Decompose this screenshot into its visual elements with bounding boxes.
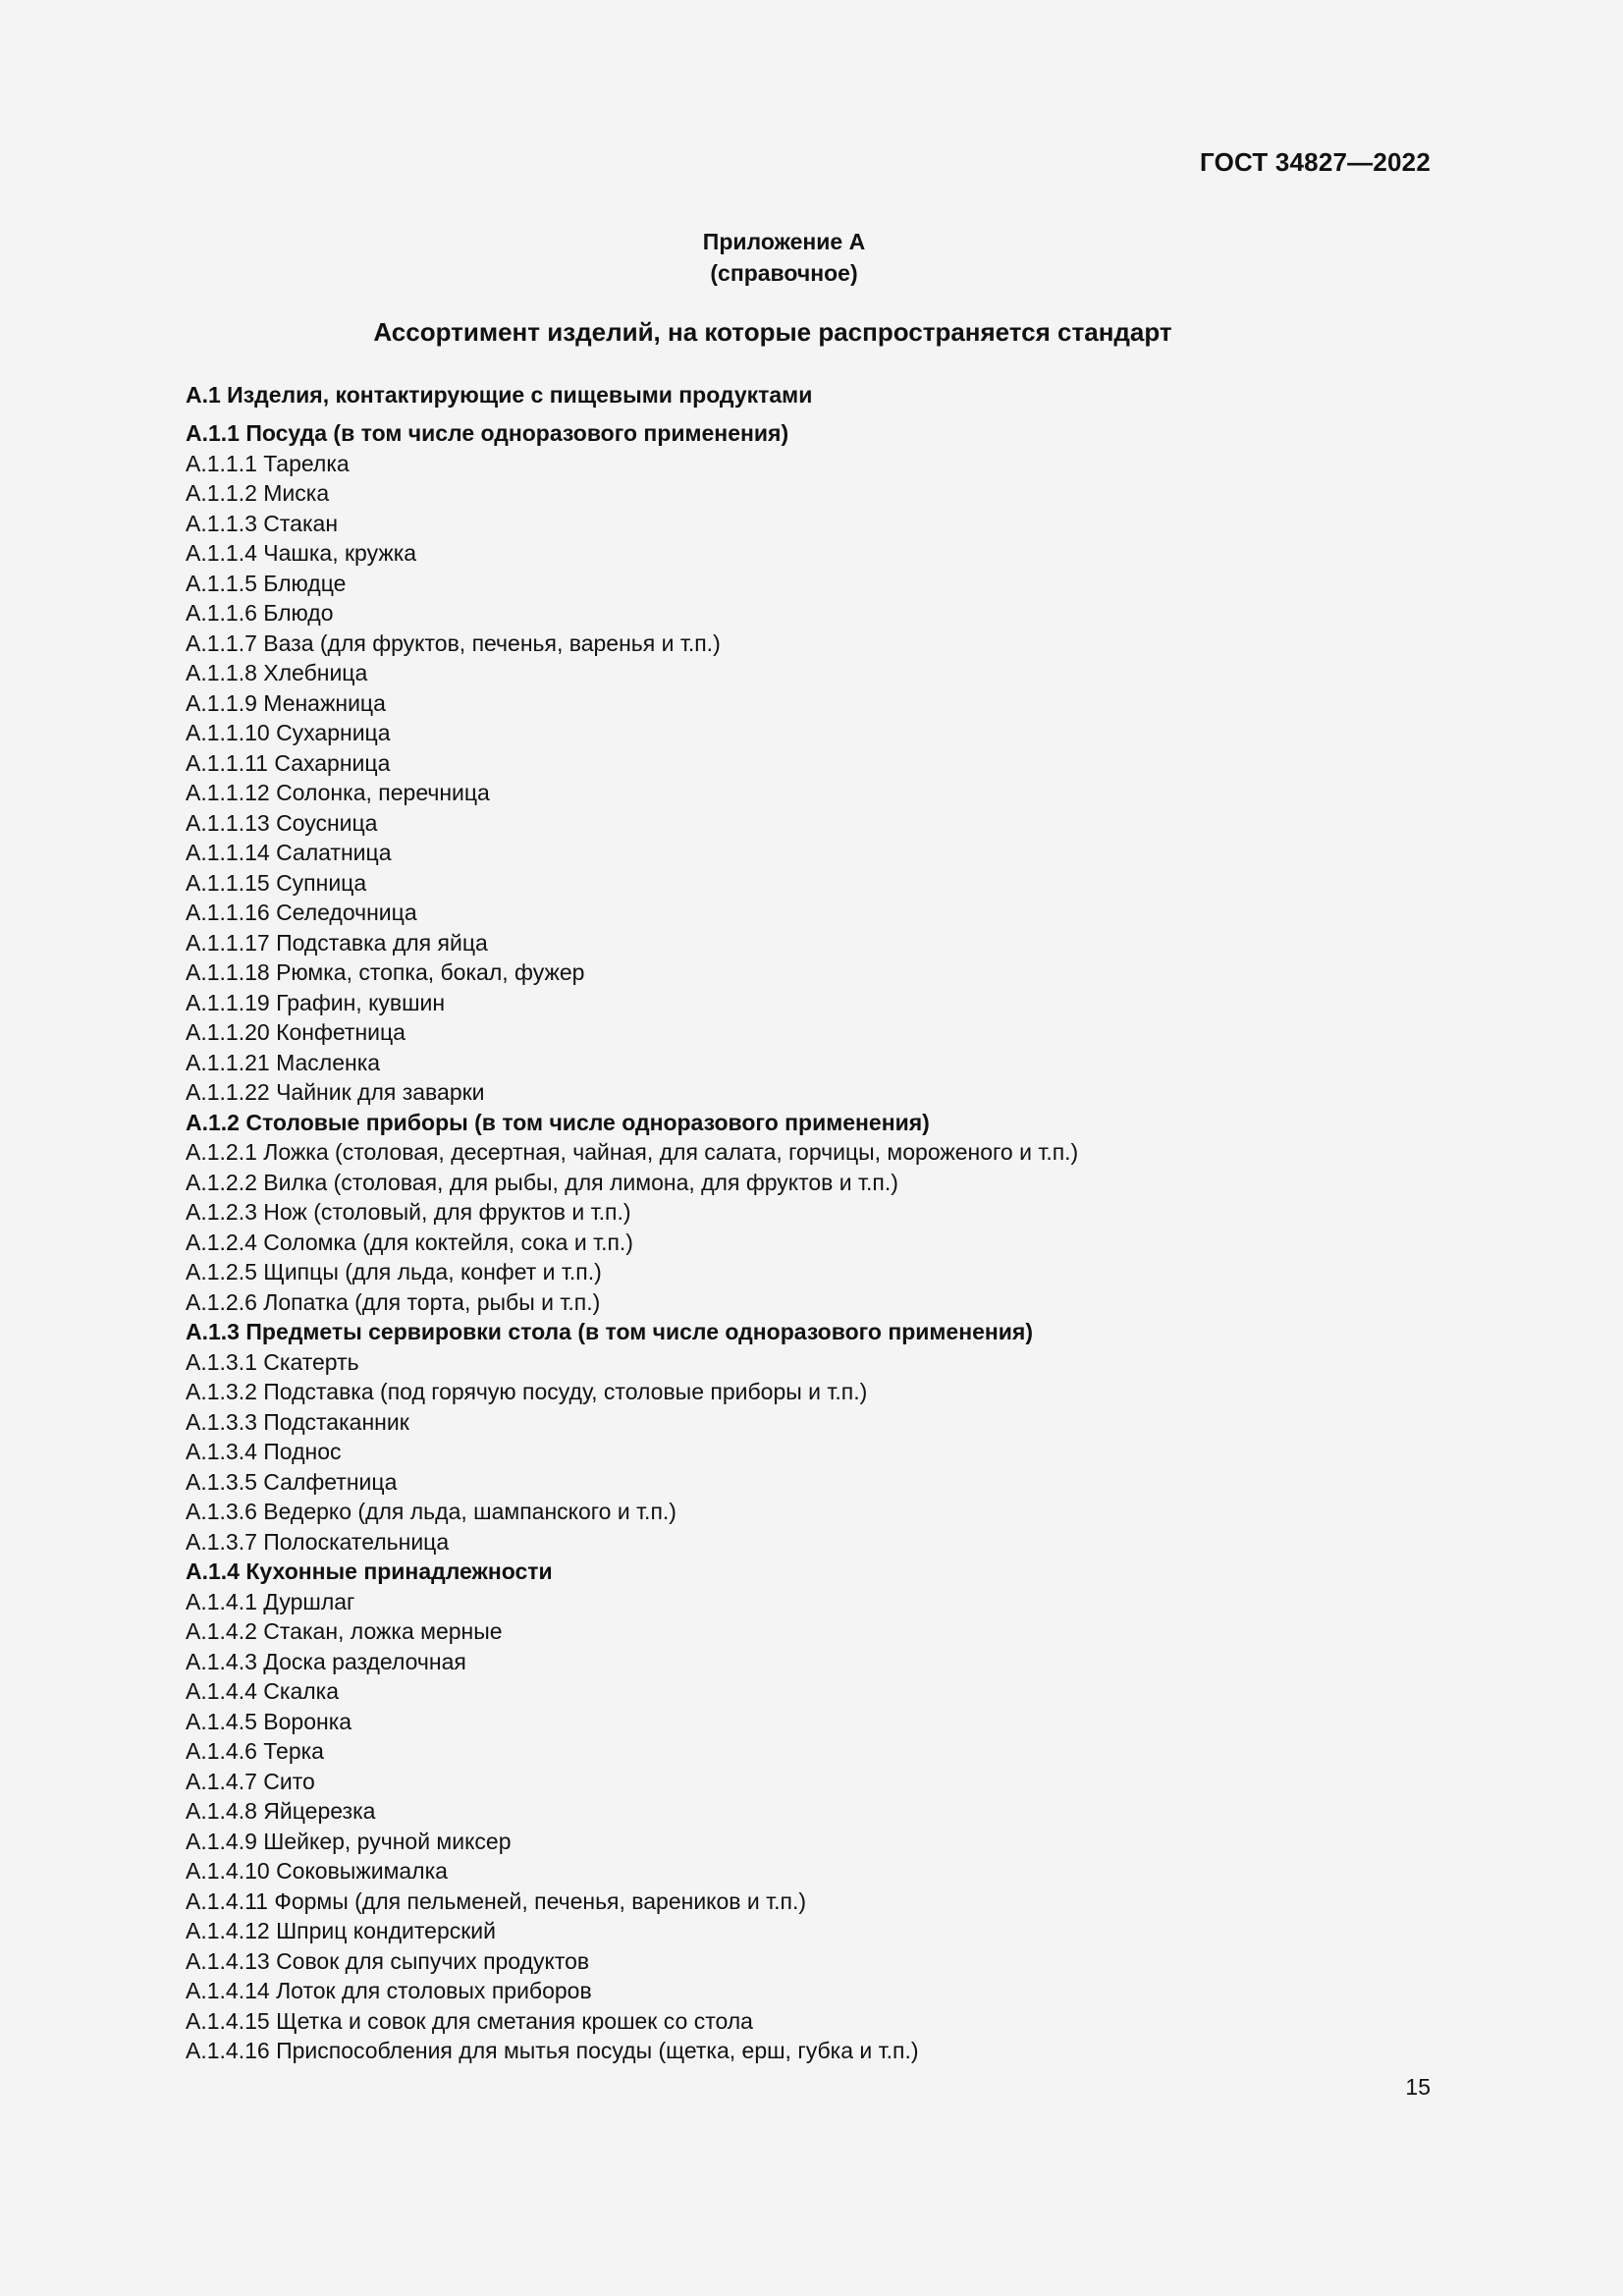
subsection-heading: А.1.4 Кухонные принадлежности — [186, 1558, 553, 1584]
list-item: А.1.2.3 Нож (столовый, для фруктов и т.п.) — [186, 1199, 631, 1225]
list-item: А.1.4.5 Воронка — [186, 1708, 352, 1734]
list-item: А.1.4.15 Щетка и совок для сметания крошек со стола — [186, 2007, 753, 2034]
list-item: А.1.3.5 Салфетница — [186, 1468, 398, 1495]
list-item: А.1.1.12 Солонка, перечница — [186, 780, 490, 805]
list-item: А.1.4.12 Шприц кондитерский — [186, 1918, 497, 1943]
list-item: А.1.1.1 Тарелка — [186, 450, 350, 476]
appendix-label: Приложение А — [702, 229, 866, 254]
list-item: А.1.4.10 Соковыжималка — [186, 1858, 448, 1884]
list-item: А.1.2.1 Ложка (столовая, десертная, чайная, для салата, горчицы, мороженого и т.п.) — [186, 1139, 1079, 1165]
list-item: А.1.3.4 Поднос — [186, 1439, 342, 1464]
list-item: А.1.3.7 Полоскательница — [186, 1528, 450, 1555]
list-item: А.1.3.2 Подставка (под горячую посуду, столовые приборы и т.п.) — [186, 1379, 868, 1404]
list-item: А.1.4.2 Стакан, ложка мерные — [186, 1618, 503, 1644]
list-item: А.1.1.9 Менажница — [186, 689, 386, 716]
list-item: А.1.1.21 Масленка — [186, 1049, 381, 1075]
list-item: А.1.2.5 Щипцы (для льда, конфет и т.п.) — [186, 1259, 602, 1285]
list-item: А.1.1.15 Супница — [186, 869, 367, 896]
list-item: А.1.1.18 Рюмка, стопка, бокал, фужер — [186, 959, 585, 985]
subsection-heading: А.1.3 Предметы сервировки стола (в том числе одноразового применения) — [186, 1319, 1034, 1344]
page-number: 15 — [1405, 2074, 1431, 2100]
list-item: А.1.1.3 Стакан — [186, 510, 339, 536]
items-list — [186, 418, 1078, 2066]
list-item: А.1.4.4 Скалка — [186, 1678, 340, 1704]
subsection-heading: А.1.1 Посуда (в том числе одноразового применения) — [186, 420, 789, 446]
list-item: А.1.1.14 Салатница — [186, 840, 392, 865]
list-item: А.1.1.13 Соусница — [186, 809, 378, 836]
list-item: А.1.4.14 Лоток для столовых приборов — [186, 1978, 592, 2003]
list-item: А.1.2.2 Вилка (столовая, для рыбы, для лимона, для фруктов и т.п.) — [186, 1169, 898, 1195]
list-item: А.1.1.16 Селедочница — [186, 900, 417, 925]
list-item: А.1.1.10 Сухарница — [186, 720, 391, 745]
section-heading: А.1 Изделия, контактирующие с пищевыми продуктами — [186, 382, 813, 408]
list-item: А.1.1.17 Подставка для яйца — [186, 929, 488, 956]
list-item: А.1.4.9 Шейкер, ручной миксер — [186, 1828, 512, 1854]
subsection-heading: А.1.2 Столовые приборы (в том числе одноразового применения) — [186, 1109, 930, 1135]
list-item: А.1.3.6 Ведерко (для льда, шампанского и т.п.) — [186, 1499, 676, 1524]
list-item: А.1.4.6 Терка — [186, 1738, 324, 1764]
list-item: А.1.4.8 Яйцерезка — [186, 1798, 376, 1824]
appendix-type: (справочное) — [710, 260, 858, 286]
list-item: А.1.1.7 Ваза (для фруктов, печенья, варенья и т.п.) — [186, 629, 721, 656]
list-item: А.1.2.6 Лопатка (для торта, рыбы и т.п.) — [186, 1288, 601, 1315]
document-code: ГОСТ 34827—2022 — [1200, 147, 1431, 177]
list-item: А.1.4.7 Сито — [186, 1768, 315, 1794]
list-item: А.1.1.2 Миска — [186, 480, 330, 506]
list-item: А.1.1.5 Блюдце — [186, 570, 347, 596]
list-item: А.1.3.3 Подстаканник — [186, 1408, 409, 1435]
list-item: А.1.3.1 Скатерть — [186, 1348, 359, 1375]
list-item: А.1.4.1 Дуршлаг — [186, 1588, 355, 1614]
list-item: А.1.2.4 Соломка (для коктейля, сока и т.п.) — [186, 1229, 633, 1255]
list-item: А.1.1.8 Хлебница — [186, 660, 368, 685]
list-item: А.1.1.11 Сахарница — [186, 749, 391, 776]
list-item: А.1.4.16 Приспособления для мытья посуды (щетка, ерш, губка и т.п.) — [186, 2038, 919, 2063]
list-item: А.1.4.11 Формы (для пельменей, печенья, вареников и т.п.) — [186, 1887, 807, 1914]
list-item: А.1.1.6 Блюдо — [186, 600, 334, 626]
list-item: А.1.1.20 Конфетница — [186, 1019, 406, 1045]
list-item: А.1.4.3 Доска разделочная — [186, 1648, 466, 1674]
page-title: Ассортимент изделий, на которые распространяется стандарт — [373, 317, 1172, 347]
list-item: А.1.1.4 Чашка, кружка — [186, 540, 417, 566]
list-item: А.1.1.19 Графин, кувшин — [186, 989, 446, 1015]
list-item: А.1.4.13 Совок для сыпучих продуктов — [186, 1947, 590, 1974]
list-item: А.1.1.22 Чайник для заварки — [186, 1079, 485, 1105]
appendix-heading — [0, 226, 1568, 289]
